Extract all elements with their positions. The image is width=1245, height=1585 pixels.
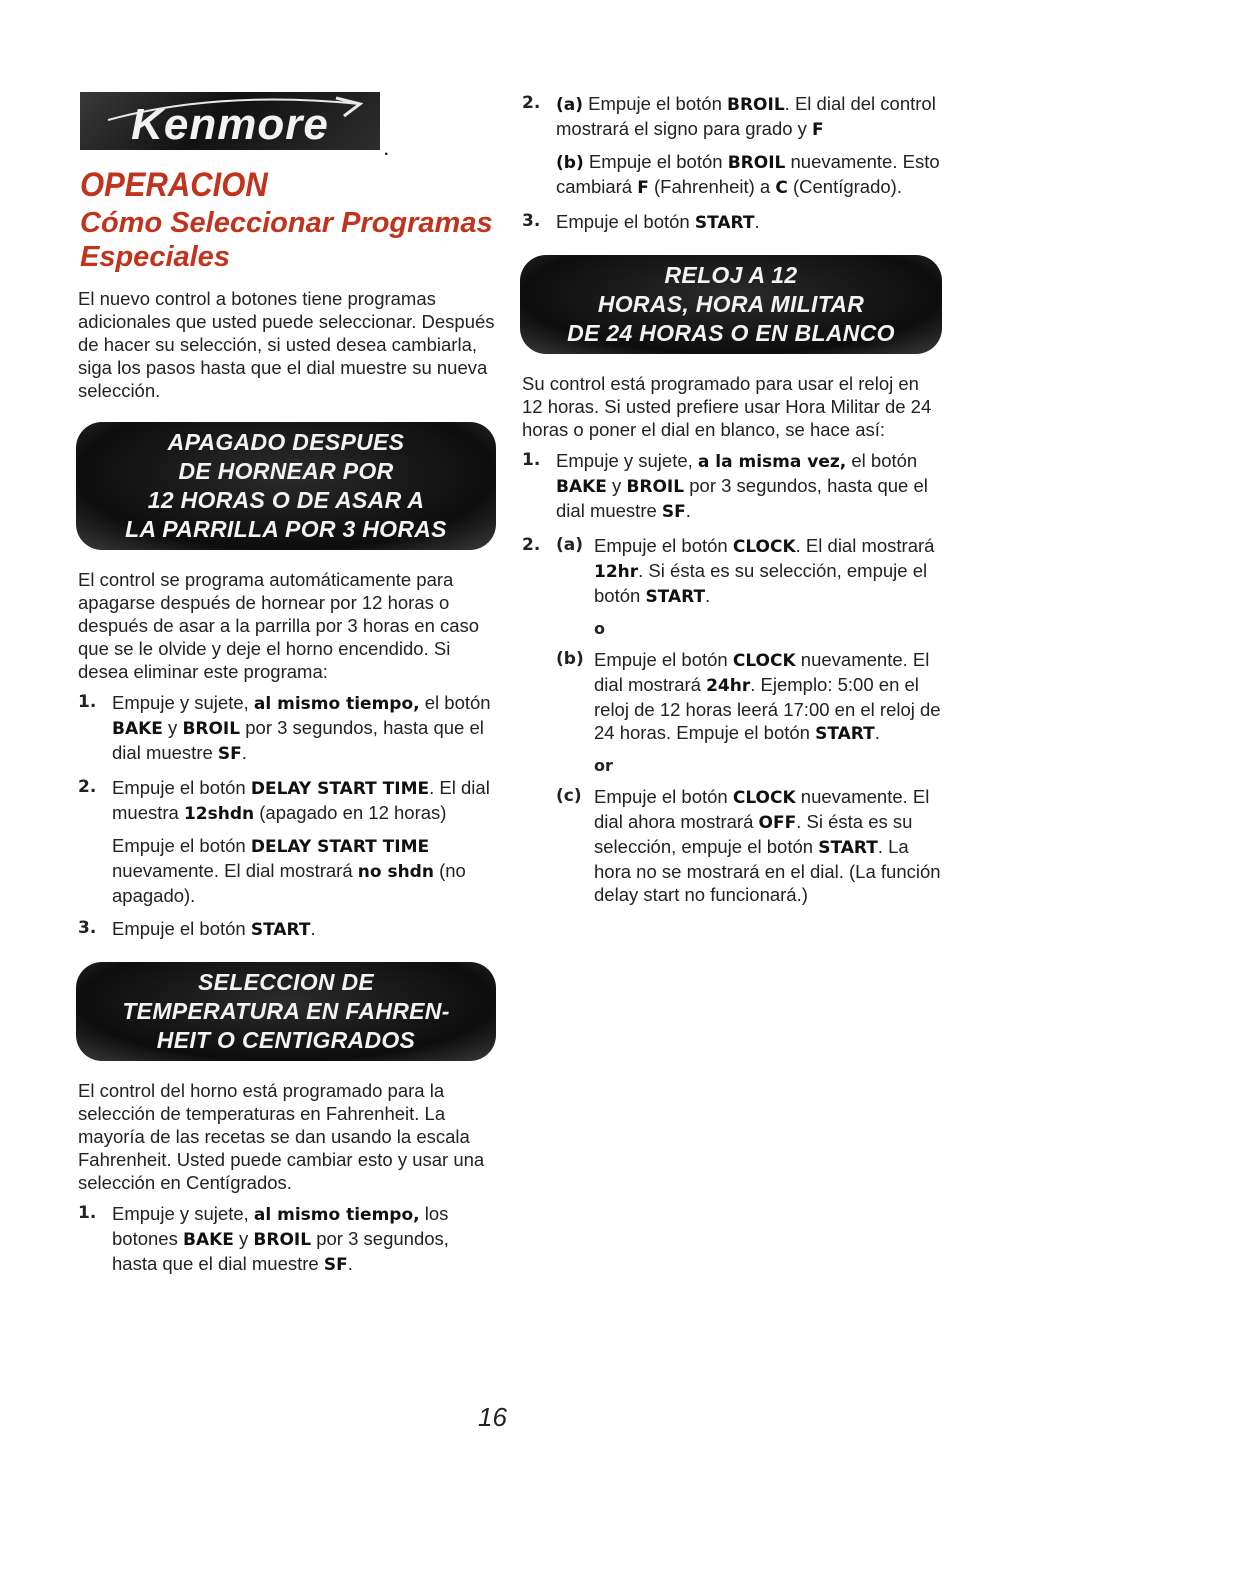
list-item: 3. Empuje el botón START. [522, 211, 760, 233]
section-title: OPERACION [80, 164, 268, 205]
clock-option-b: (b) Empuje el botón CLOCK nuevamente. El dial mostrará 24hr. Ejemplo: 5:00 en el reloj de 12 horas leerá 17:00 en el reloj de 24 horas. Empuje el botón START. [556, 649, 941, 744]
temperature-steps [78, 1202, 498, 1277]
list-item: 2. (a) Empuje el botón BROIL. El dial del control mostrará el signo para grado y F (b) Empuje el botón BROIL nuevamente. Esto cambiará F (Fahrenheit) a C (Centígrado). [522, 93, 940, 198]
clock-paragraph: Su control está programado para usar el reloj en 12 horas. Si usted prefiere usar Hora Militar de 24 horas o poner el dial en blanco, se hace así: [522, 373, 932, 440]
list-item: 1. Empuje y sujete, al mismo tiempo, el botón BAKE y BROIL por 3 segundos, hasta que el dial muestre SF. [78, 691, 491, 764]
list-item: 3. Empuje el botón START. [78, 917, 316, 940]
section-subtitle: Cómo Seleccionar Programas Especiales [80, 207, 493, 274]
kenmore-logo [78, 86, 398, 158]
intro-paragraph: El nuevo control a botones tiene programas adicionales que usted puede seleccionar. Después de hacer su selección, si usted desea cambiarla, siga los pasos hasta que el dial muestre su nueva selección. [78, 287, 495, 401]
logo-mark: . [384, 142, 389, 159]
clock-option-c: (c) Empuje el botón CLOCK nuevamente. El dial ahora mostrará OFF. Si ésta es su selección, empuje el botón START. La hora no se mostrará en el dial. (La función delay start no funcionará.) [556, 786, 941, 905]
auto-off-steps [78, 691, 498, 942]
list-item: 2. (a) Empuje el botón CLOCK. El dial mostrará 12hr. Si ésta es su selección, empuje el botón START. o (b) Empuje el botón CLOCK nuevamente. El dial mostrará 24hr. Ejemplo: 5:00 en el reloj de 12 horas leerá 17:00 en el reloj de 24 horas. Empuje el botón START. or (c) Empuje el botón CLOCK nuevamente. El dial ahora mostrará OFF. Si ésta es su selección, empuje el botón START. La hora no se mostrará en el dial. (La función delay start no funcionará.) [522, 535, 941, 905]
list-item: 2. Empuje el botón DELAY START TIME. El dial muestra 12shdn (apagado en 12 horas) Empuje el botón DELAY START TIME nuevamente. El dial mostrará no shdn (no apagado). [78, 776, 490, 906]
temperature-steps-continued [522, 92, 942, 235]
auto-off-paragraph: El control se programa automáticamente para apagarse después de hornear por 12 horas o después de asar a la parrilla por 3 horas en caso que se le olvide y deje el horno encendido. Si desea eliminar este programa: [78, 568, 480, 682]
left-column [78, 86, 498, 1287]
page-number: 16 [478, 1402, 507, 1432]
clock-option-a: (a) Empuje el botón CLOCK. El dial mostrará 12hr. Si ésta es su selección, empuje el botón START. [556, 535, 935, 607]
banner-temperature-scale: SELECCION DE TEMPERATURA EN FAHREN- HEIT O CENTIGRADOS [76, 962, 496, 1061]
connector-o: o [594, 619, 605, 638]
list-item: 1. Empuje y sujete, a la misma vez, el botón BAKE y BROIL por 3 segundos, hasta que el dial muestre SF. [522, 450, 928, 522]
connector-or: or [594, 756, 613, 775]
right-column [522, 92, 942, 916]
clock-steps [522, 449, 942, 906]
list-item: 1. Empuje y sujete, al mismo tiempo, los botones BAKE y BROIL por 3 segundos, hasta que el dial muestre SF. [78, 1202, 449, 1275]
logo-text: Kenmore [131, 100, 329, 149]
banner-clock-mode: RELOJ A 12 HORAS, HORA MILITAR DE 24 HORAS O EN BLANCO [520, 255, 942, 354]
banner-auto-off: APAGADO DESPUES DE HORNEAR POR 12 HORAS O DE ASAR A LA PARRILLA POR 3 HORAS [76, 422, 496, 550]
temperature-paragraph: El control del horno está programado para la selección de temperaturas en Fahrenheit. La mayoría de las recetas se dan usando la escala Fahrenheit. Usted puede cambiar esto y usar una selección en Centígrados. [78, 1079, 485, 1193]
